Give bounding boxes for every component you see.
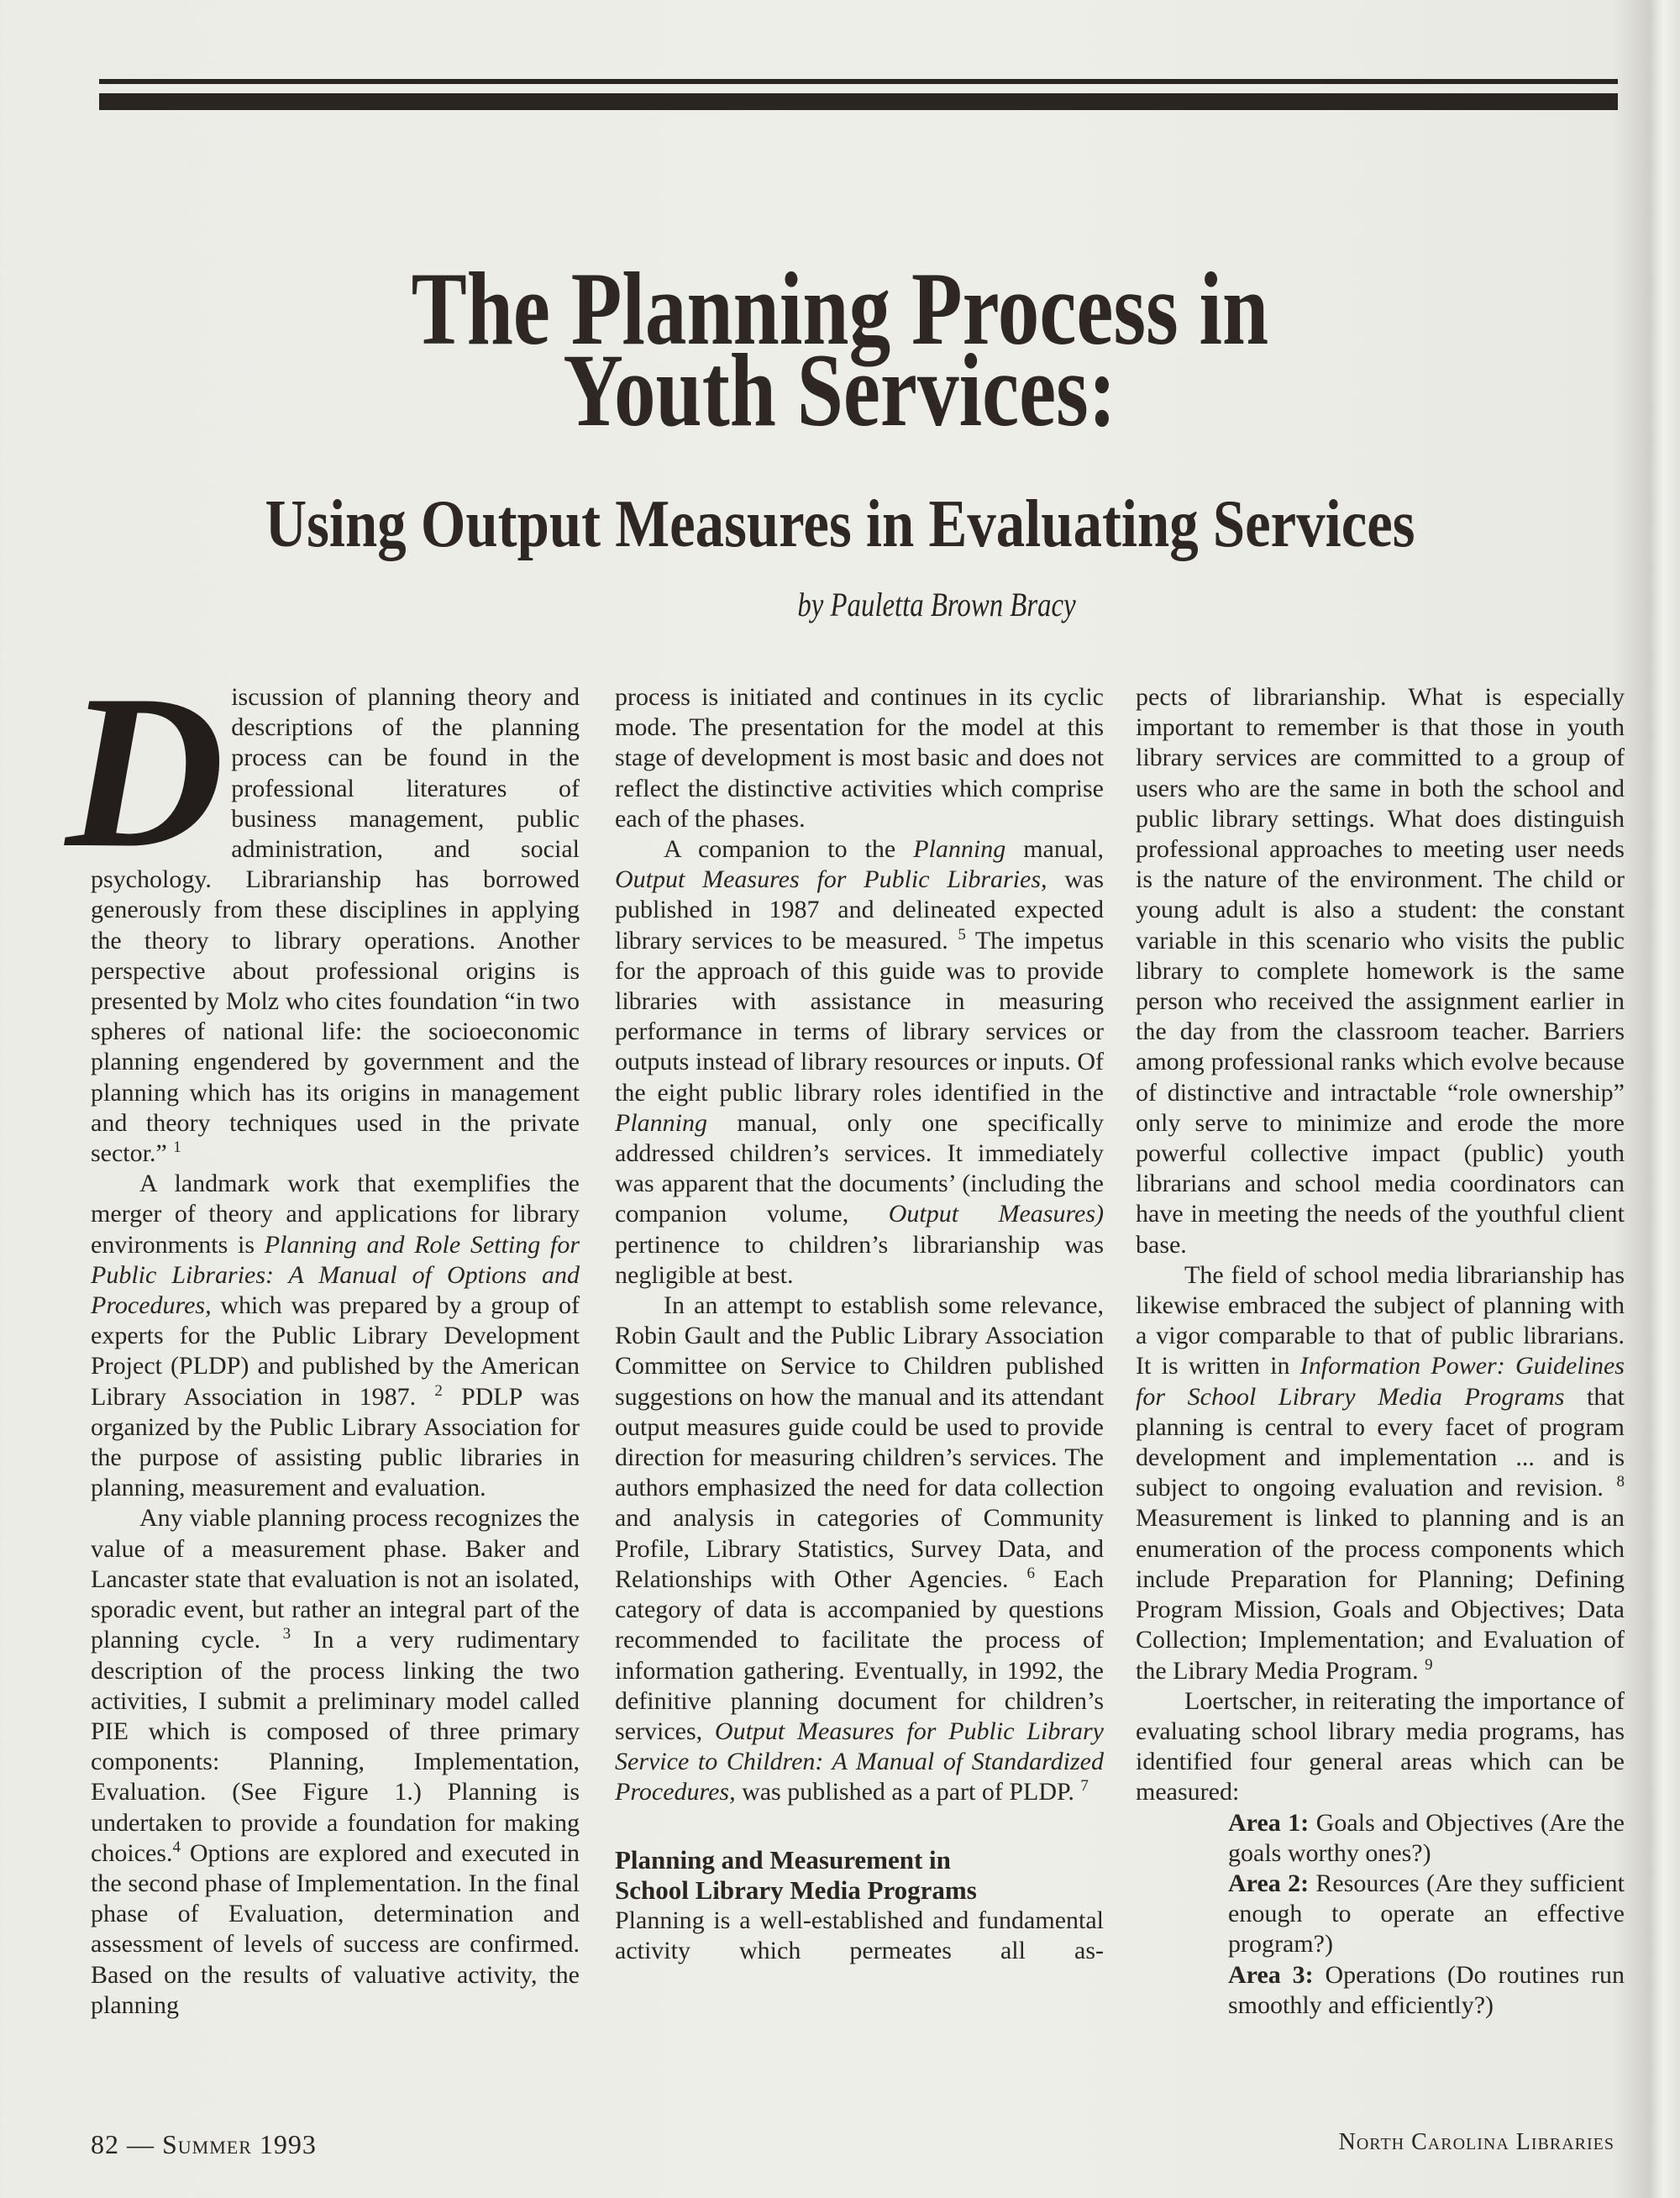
text-run: School Library Media Programs: [615, 1875, 977, 1905]
italic-title: Planning: [913, 835, 1006, 864]
text-run: PDLP was organized by the Public Library Association for the purpose of assisting public libraries in planning, measurement and evaluation.: [91, 1382, 580, 1502]
article-title-line2: [0, 333, 1680, 449]
italic-title: Output Measures): [888, 1200, 1104, 1228]
text-run: Any viable planning process recognizes the value of a measurement phase. Baker and Lancaster state that evaluation is not an isolated, sporadic event, but rather an integral part of the planning cycle.: [91, 1504, 580, 1654]
article-subtitle: [0, 484, 1680, 565]
text-run: Planning is a well-established and fundamental activity which permeates all as-: [615, 1906, 1104, 1964]
italic-title: Information Power: Guidelines for School Library Media Programs: [1136, 1352, 1625, 1411]
section-heading: [615, 1845, 1104, 1906]
area-label: Area 1:: [1228, 1808, 1310, 1837]
paragraph: [91, 1503, 580, 2020]
drop-cap: D: [66, 649, 225, 893]
title-text: The Planning Process in: [411, 251, 1269, 367]
text-run: manual, only one specifically addressed children’s services. It immediately was apparent that the documents’ (including the companion volume,: [615, 1108, 1104, 1228]
area-item: [1228, 1869, 1625, 1960]
byline: [0, 585, 1680, 624]
text-column-2: [615, 682, 1104, 1966]
text-run: Options are explored and executed in the second phase of Implementation. In the final phase of Evaluation, determination and assessment of levels of success are confirmed. Based on the results of valuative activity, the planning: [91, 1838, 580, 2019]
paragraph: [615, 1291, 1104, 1807]
footnote-ref: 9: [1425, 1655, 1433, 1674]
text-run: pects of librarianship. What is especially important to remember is that those in youth library services are committed to a group of users who are the same in both the school and public library settings. What does distinguish professional approaches to meeting user needs is the nature of the environment. The child or young adult is also a student: the constant variable in this scenario who visits the public library to complete homework is the same person who received the assignment earlier in the day from the classroom teacher. Barriers among professional ranks which evolve because of distinctive and intractable “role ownership” only serve to minimize and erode the more powerful collective impact (public) youth librarians and school media coordinators can have in meeting the needs of the youthful client base.: [1136, 683, 1625, 1259]
italic-title: Planning: [615, 1108, 707, 1137]
italic-title: Planning and Role Setting for Public Libraries: A Manual of Options and Procedures,: [91, 1230, 580, 1320]
footnote-ref: 6: [1026, 1564, 1036, 1582]
subtitle-text: Using Output Measures in Evaluating Services: [265, 487, 1415, 562]
header-rule-thin: [99, 79, 1618, 84]
text-run: In an attempt to establish some relevance, Robin Gault and the Public Library Association Committee on Service to Children published suggestions on how the manual and its attendant output measures guide could be used to provide direction for measuring children’s services. The authors emphasized the need for data collection and analysis in categories of Community Profile, Library Statistics, Survey Data, and Relationships with Other Agencies.: [615, 1291, 1104, 1593]
byline-text: by Pauletta Brown Bracy: [797, 586, 1076, 623]
text-run: that planning is central to every facet of program development and implementation ... and is subject to ongoing evaluation and revision.: [1136, 1382, 1625, 1502]
footnote-ref: 3: [282, 1625, 291, 1643]
area-item: [1228, 1960, 1625, 2021]
text-run: was published as a part of PLDP.: [735, 1778, 1081, 1806]
area-item: [1228, 1808, 1625, 1869]
text-run: Measurement is linked to planning and is an enumeration of the process components which include Preparation for Planning; Defining Program Mission, Goals and Objectives; Data Collection; Implementation; and Evaluation of the Library Media Program.: [1136, 1504, 1625, 1685]
footnote-ref: 1: [173, 1138, 181, 1157]
paragraph: [91, 1169, 580, 1503]
text-run: Planning and Measurement in: [615, 1844, 951, 1875]
footnote-ref: 8: [1616, 1473, 1625, 1491]
paragraph: [615, 1906, 1104, 1966]
footer-publication: North Carolina Libraries: [1338, 2129, 1614, 2155]
text-run: manual,: [1005, 835, 1104, 864]
paragraph: [66, 649, 580, 1169]
area-text: Goals and Objectives (Are the goals worthy ones?): [1228, 1808, 1625, 1867]
footnote-ref: 4: [172, 1838, 181, 1856]
text-run: The field of school media librarianship has likewise embraced the subject of planning with a vigor comparable to that of public librarians. It is written in: [1136, 1260, 1625, 1380]
text-run: iscussion of planning theory and descriptions of the planning process can be found in the professional literatures of business management, public administration, and social psychology. Librarianship has borrowed generously from these disciplines in applying the theory to library operations. Another perspective about professional origins is presented by Molz who cites foundation “in two spheres of national life: the socioeconomic planning engendered by government and the planning which has its origins in management and theory techniques used in the private sector.”: [91, 683, 580, 1168]
text-run: In a very rudimentary description of the process linking the two activities, I submit a preliminary model called PIE which is composed of three primary components: Planning, Implementation, Evaluation. (See Figure 1.) Planning is undertaken to provide a foundation for making choices.: [91, 1626, 580, 1867]
footnote-ref: 5: [958, 925, 966, 944]
paragraph: [615, 682, 1104, 834]
text-run: A companion to the: [664, 835, 914, 864]
text-run: was published in 1987 and delineated expected library services to be measured.: [615, 865, 1104, 954]
area-label: Area 3:: [1228, 1960, 1314, 1989]
italic-title: Output Measures for Public Library Service to Children: A Manual of Standardized Procedures,: [615, 1717, 1104, 1806]
paragraph: [615, 834, 1104, 1291]
text-column-3: [1136, 682, 1625, 2021]
area-text: Resources (Are they sufficient enough to operate an effective program?): [1228, 1869, 1625, 1959]
area-label: Area 2:: [1228, 1869, 1310, 1897]
text-run: which was prepared by a group of experts for the Public Library Development Project (PLDP) and published by the American Library Association in 1987.: [91, 1291, 580, 1411]
italic-title: Output Measures for Public Libraries,: [615, 865, 1047, 894]
text-run: process is initiated and continues in its cyclic mode. The presentation for the model at this stage of development is most basic and does not reflect the distinctive activities which comprise each of the phases.: [615, 683, 1104, 833]
area-text: Operations (Do routines run smoothly and efficiently?): [1228, 1960, 1625, 2019]
paragraph: [1136, 1686, 1625, 1808]
paragraph: [1136, 1260, 1625, 1686]
footer-page-issue: 82 — Summer 1993: [91, 2129, 317, 2159]
areas-list: [1228, 1808, 1625, 2021]
header-rule-thick: [99, 93, 1618, 110]
text-run: The impetus for the approach of this guide was to provide libraries with assistance in measuring performance in terms of library services or outputs instead of library resources or inputs. Of the eight public library roles identified in the: [615, 926, 1104, 1107]
text-column-1: [66, 649, 580, 2021]
text-run: Loertscher, in reiterating the importance of evaluating school library media programs, has identified four general areas which can be measured:: [1136, 1686, 1625, 1806]
text-run: Each category of data is accompanied by questions recommended to facilitate the process of information gathering. Eventually, in 1992, the definitive planning document for children’s services,: [615, 1564, 1104, 1745]
paragraph: [1136, 682, 1625, 1260]
text-run: A landmark work that exemplifies the merger of theory and applications for library environments is: [91, 1170, 580, 1259]
text-run: pertinence to children’s librarianship was negligible at best.: [615, 1230, 1104, 1289]
footnote-ref: 2: [434, 1381, 443, 1400]
title-text: Youth Services:: [563, 333, 1117, 449]
footnote-ref: 7: [1080, 1777, 1089, 1796]
